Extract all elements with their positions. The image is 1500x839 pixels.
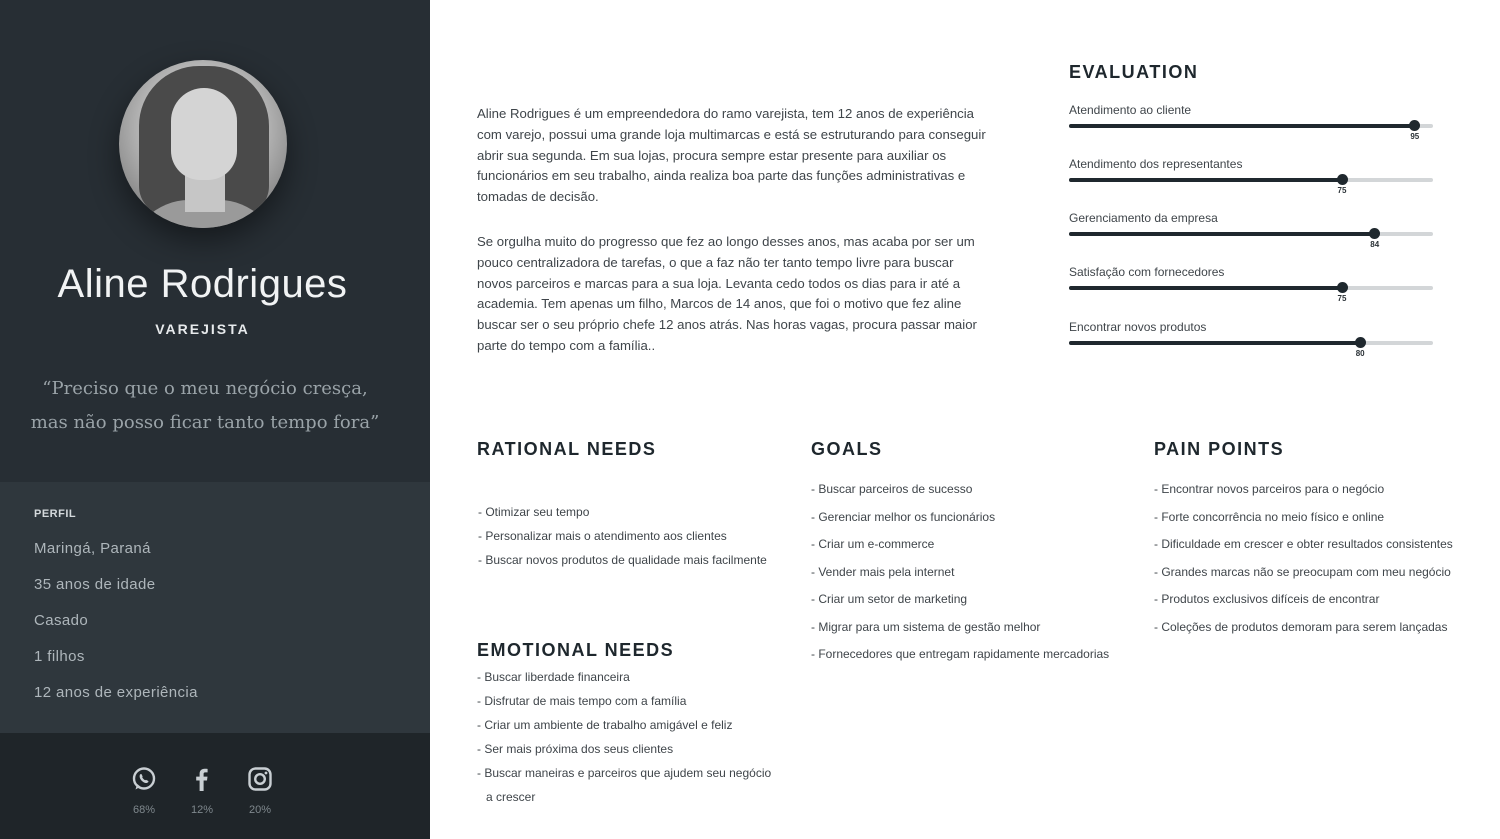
profile-item-age: 35 anos de idade	[34, 576, 156, 593]
list-item: - Disfrutar de mais tempo com a família	[477, 694, 687, 708]
evaluation-slider-track[interactable]	[1069, 124, 1433, 141]
instagram-icon	[247, 766, 273, 792]
profile-label: PERFIL	[34, 508, 77, 520]
evaluation-slider-fill	[1069, 232, 1375, 236]
list-item: - Criar um ambiente de trabalho amigável e feliz	[477, 718, 733, 732]
list-item: - Produtos exclusivos difíceis de encontrar	[1154, 592, 1380, 606]
avatar	[119, 60, 287, 228]
evaluation-slider-track[interactable]	[1069, 286, 1433, 303]
persona-role: VAREJISTA	[155, 321, 250, 337]
list-item: - Forte concorrência no meio físico e online	[1154, 509, 1385, 524]
list-item: - Encontrar novos parceiros para o negócio	[1154, 482, 1385, 496]
evaluation-slider-track[interactable]	[1069, 232, 1433, 249]
evaluation-value: 75	[1337, 294, 1347, 303]
list-item: - Coleções de produtos demoram para serem lançadas	[1154, 619, 1448, 634]
list-item: a crescer	[486, 790, 536, 804]
instagram-percentage: 20%	[248, 804, 272, 816]
profile-item-children: 1 filhos	[34, 648, 85, 665]
list-item: - Buscar parceiros de sucesso	[811, 482, 973, 496]
evaluation-value: 80	[1355, 349, 1365, 358]
evaluation-slider-fill	[1069, 124, 1415, 128]
persona-quote	[20, 372, 390, 440]
evaluation-label: Encontrar novos produtos	[1069, 320, 1207, 334]
list-item: - Dificuldade em crescer e obter resultados consistentes	[1154, 537, 1453, 551]
list-item: - Buscar novos produtos de qualidade mais facilmente	[478, 553, 767, 567]
profile-item-marital-status: Casado	[34, 612, 89, 629]
evaluation-slider-track[interactable]	[1069, 341, 1433, 358]
pain-points-title: PAIN POINTS	[1154, 439, 1285, 459]
emotional-needs-title: EMOTIONAL NEEDS	[477, 640, 675, 660]
list-item: - Criar um setor de marketing	[811, 592, 968, 606]
evaluation-item	[1069, 103, 1433, 141]
evaluation-slider-handle[interactable]	[1369, 228, 1380, 239]
evaluation-item	[1069, 157, 1433, 195]
evaluation-slider-handle[interactable]	[1337, 174, 1348, 185]
list-item: - Criar um e-commerce	[811, 537, 935, 551]
persona-sidebar	[0, 0, 430, 839]
evaluation-value: 84	[1370, 240, 1380, 249]
profile-list	[34, 540, 198, 720]
quote-line: mas não posso ficar tanto tempo fora”	[30, 412, 380, 433]
evaluation-title: EVALUATION	[1069, 62, 1199, 82]
bio-paragraph: Se orgulha muito do progresso que fez ao longo desses anos, mas acaba por ser um pouco centralizadora de tarefas, o que a faz não ter tanto tempo livre para buscar novos parceiros e marcas para a sua loja. Levanta cedo todos os dias para ir até a academia. Tem apenas um filho, Marcos de 14 anos, que foi o motivo que fez aline buscar ser o seu próprio chefe 12 anos atrás. Nas horas vagas, procura passar maior parte do tempo com a família..	[477, 234, 977, 353]
pain-points-list	[1154, 476, 1453, 641]
evaluation-item	[1069, 265, 1433, 303]
list-item: - Vender mais pela internet	[811, 564, 955, 579]
list-item: - Buscar maneiras e parceiros que ajudem seu negócio	[477, 766, 772, 780]
list-item: - Personalizar mais o atendimento aos clientes	[478, 529, 727, 543]
list-item: - Otimizar seu tempo	[478, 505, 590, 519]
emotional-needs-list	[477, 665, 771, 809]
evaluation-slider-fill	[1069, 341, 1360, 345]
evaluation-value: 95	[1410, 132, 1420, 141]
list-item: - Grandes marcas não se preocupam com meu negócio	[1154, 564, 1451, 579]
goals-title: GOALS	[811, 439, 883, 459]
list-item: - Buscar liberdade financeira	[477, 670, 630, 684]
evaluation-slider-handle[interactable]	[1409, 120, 1420, 131]
whatsapp-percentage: 68%	[132, 804, 156, 816]
whatsapp-icon	[131, 766, 157, 792]
evaluation-slider-fill	[1069, 286, 1342, 290]
rational-needs-title: RATIONAL NEEDS	[477, 439, 657, 459]
social-whatsapp[interactable]	[124, 766, 164, 816]
social-instagram[interactable]	[240, 766, 280, 816]
list-item: - Migrar para um sistema de gestão melhor	[811, 619, 1041, 634]
facebook-percentage: 12%	[190, 804, 214, 816]
list-item: - Gerenciar melhor os funcionários	[811, 509, 996, 524]
persona-name: Aline Rodrigues	[57, 262, 348, 306]
list-item: - Fornecedores que entregam rapidamente mercadorias	[811, 647, 1110, 661]
evaluation-label: Satisfação com fornecedores	[1069, 265, 1225, 279]
evaluation-label: Atendimento dos representantes	[1069, 157, 1243, 171]
profile-item-experience: 12 anos de experiência	[34, 684, 198, 701]
social-facebook[interactable]	[182, 766, 222, 816]
profile-item-location: Maringá, Paraná	[34, 540, 151, 557]
quote-line: “Preciso que o meu negócio cresça,	[42, 378, 368, 399]
bio-paragraph: Aline Rodrigues é um empreendedora do ramo varejista, tem 12 anos de experiência com varejo, possui uma grande loja multimarcas e está se estruturando para conseguir abrir sua segunda. Em sua lojas, procura sempre estar presente para auxiliar os funcionários em seu trabalho, ainda realiza boa parte das funções administrativas e tomadas de decisão.	[477, 106, 986, 205]
rational-needs-list	[478, 500, 767, 572]
evaluation-item	[1069, 320, 1433, 358]
evaluation-item	[1069, 211, 1433, 249]
list-item: - Ser mais próxima dos seus clientes	[477, 742, 674, 756]
goals-list	[811, 476, 1109, 669]
evaluation-label: Atendimento ao cliente	[1069, 103, 1192, 117]
evaluation-slider-track[interactable]	[1069, 178, 1433, 195]
evaluation-slider-fill	[1069, 178, 1342, 182]
evaluation-slider-handle[interactable]	[1337, 282, 1348, 293]
facebook-icon	[189, 766, 215, 792]
evaluation-slider-handle[interactable]	[1355, 337, 1366, 348]
evaluation-label: Gerenciamento da empresa	[1069, 211, 1218, 225]
evaluation-value: 75	[1337, 186, 1347, 195]
